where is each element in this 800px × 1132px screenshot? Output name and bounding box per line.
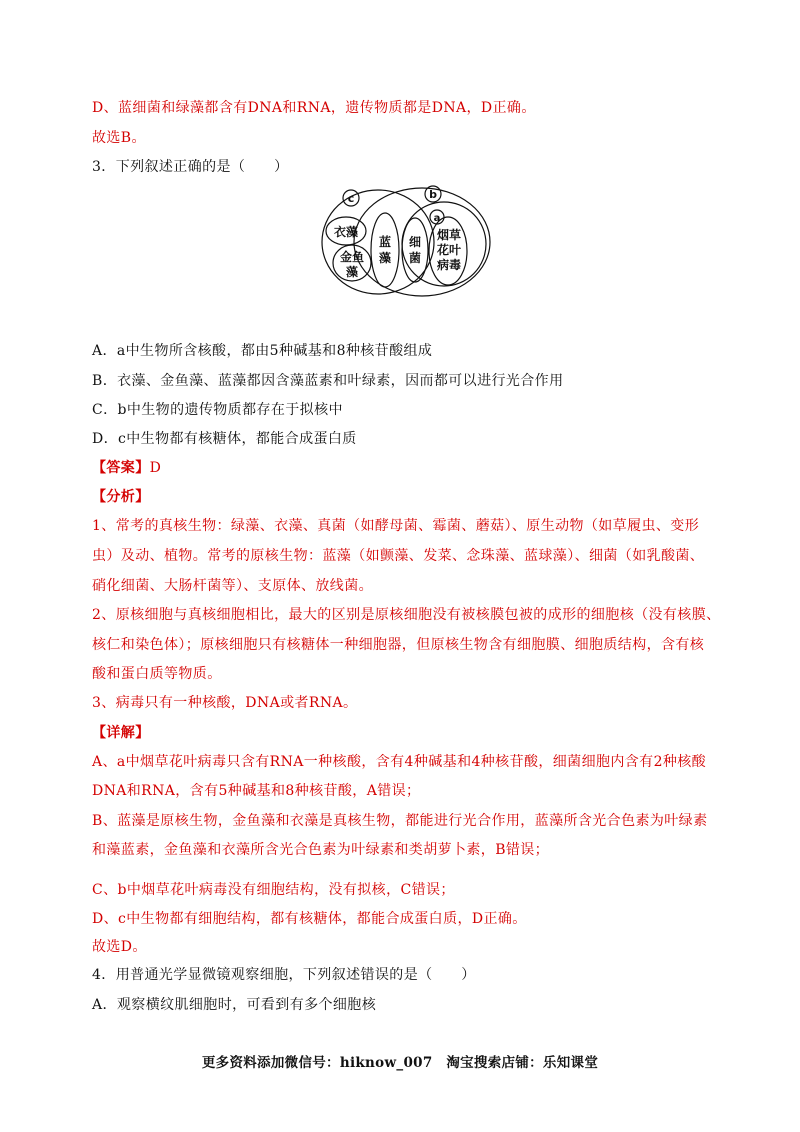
label-a: a (433, 213, 441, 224)
detail-line: C、b中烟草花叶病毒没有细胞结构，没有拟核，C错误； (92, 882, 455, 898)
detail-line: A、a中烟草花叶病毒只含有RNA一种核酸，含有4种碱基和4种核苷酸，细菌细胞内含有2种核酸 (92, 754, 707, 770)
detail-line: B、蓝藻是原核生物，金鱼藻和衣藻是真核生物，都能进行光合作用，蓝藻所含光合色素为叶绿素 (92, 813, 708, 829)
analysis-line: 3、病毒只有一种核酸，DNA或者RNA。 (92, 695, 358, 711)
analysis-line: 酸和蛋白质等物质。 (92, 666, 222, 682)
page-footer: 更多资料添加微信号：hiknow_007 淘宝搜索店铺：乐知课堂 (201, 1055, 599, 1071)
q3-choice: 故选D。 (92, 939, 147, 955)
answer-value: D (149, 460, 162, 476)
xijun-oval (402, 218, 428, 282)
detail-line: 和藻蓝素，金鱼藻和衣藻所含光合色素为叶绿素和类胡萝卜素，B错误； (92, 842, 550, 858)
xijun-text-1: 细 (408, 235, 422, 249)
prev-option-d-explanation: D、蓝细菌和绿藻都含有DNA和RNA，遗传物质都是DNA，D正确。 (92, 100, 536, 116)
analysis-line: 2、原核细胞与真核细胞相比，最大的区别是原核细胞没有被核膜包被的成形的细胞核（没有核膜、 (92, 607, 721, 623)
jinyu-text-2: 藻 (345, 265, 359, 279)
yancao-text-1: 烟草 (436, 228, 462, 242)
answer-line (92, 458, 161, 478)
detail-tag: 【详解】 (92, 725, 150, 741)
q4-option-a: A．观察横纹肌细胞时，可看到有多个细胞核 (92, 997, 377, 1013)
label-c: c (347, 192, 355, 205)
yizao-text: 衣藻 (333, 225, 359, 239)
prev-choice: 故选B。 (92, 130, 146, 146)
question-4: 4．用普通光学显微镜观察细胞，下列叙述错误的是（ ） (92, 967, 476, 983)
analysis-tag: 【分析】 (92, 489, 150, 505)
analysis-line: 1、常考的真核生物：绿藻、衣藻、真菌（如酵母菌、霉菌、蘑菇）、原生动物（如草履虫、变形 (92, 518, 700, 534)
analysis-line: 硝化细菌、大肠杆菌等）、支原体、放线菌。 (92, 578, 373, 594)
analysis-line: 虫）及动、植物。常考的原核生物：蓝藻（如颤藻、发菜、念珠藻、蓝球藻）、细菌（如乳酸菌、 (92, 548, 705, 564)
option-b: B．衣藻、金鱼藻、蓝藻都因含藻蓝素和叶绿素，因而都可以进行光合作用 (92, 373, 564, 389)
xijun-text-2: 菌 (408, 251, 422, 265)
venn-diagram (318, 180, 498, 300)
jinyu-text-1: 金鱼 (339, 250, 365, 264)
lanzao-text-2: 藻 (378, 251, 392, 265)
detail-line: DNA和RNA，含有5种碱基和8种核苷酸，A错误； (92, 783, 421, 799)
lanzao-text-1: 蓝 (378, 235, 392, 249)
answer-tag: 【答案】 (92, 460, 150, 476)
analysis-line: 核仁和染色体）；原核细胞只有核糖体一种细胞器，但原核生物含有细胞膜、细胞质结构，含有核 (92, 637, 705, 653)
option-d: D．c中生物都有核糖体，都能合成蛋白质 (92, 431, 357, 447)
yancao-text-3: 病毒 (436, 258, 462, 272)
option-c: C．b中生物的遗传物质都存在于拟核中 (92, 402, 343, 418)
lanzao-oval (371, 213, 399, 287)
question-3: 3．下列叙述正确的是（ ） (92, 159, 289, 175)
detail-line: D、c中生物都有细胞结构，都有核糖体，都能合成蛋白质，D正确。 (92, 911, 527, 927)
yancao-text-2: 花叶 (436, 243, 462, 257)
option-a: A．a中生物所含核酸，都由5种碱基和8种核苷酸组成 (92, 343, 433, 359)
label-b: b (429, 188, 437, 201)
